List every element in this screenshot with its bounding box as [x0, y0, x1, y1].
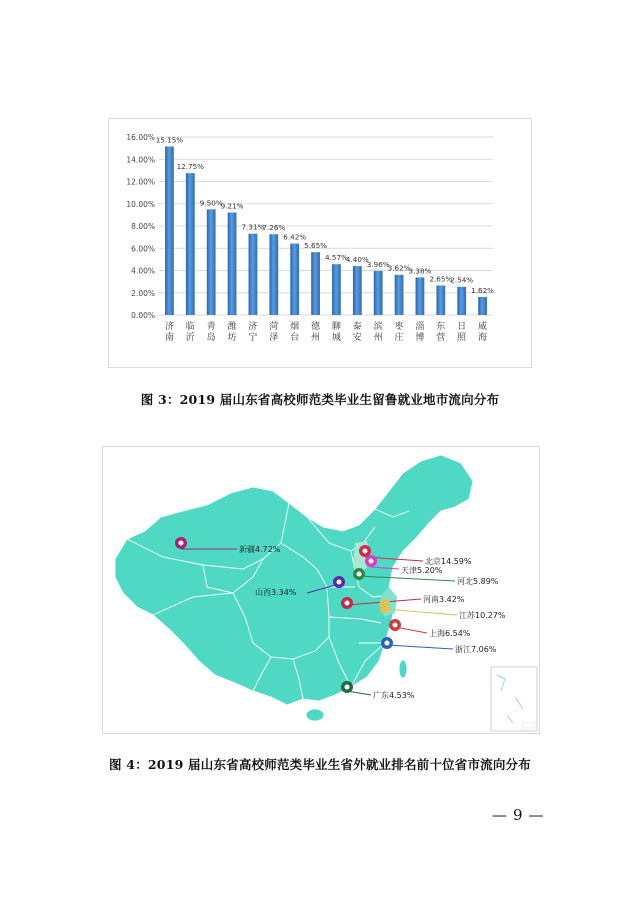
bar — [436, 286, 445, 315]
data-label: 7.31% — [241, 222, 265, 232]
china-map-figure-4 — [102, 446, 540, 734]
y-tick-label: 14.00% — [126, 155, 155, 165]
bar — [416, 277, 425, 315]
x-tick-label: 淄博 — [415, 322, 425, 343]
data-label: 6.42% — [283, 232, 307, 242]
china-landmass — [115, 455, 473, 705]
data-label: 9.50% — [199, 198, 223, 208]
bar — [374, 271, 383, 315]
marker-tianjin-icon — [365, 555, 377, 567]
marker-hebei-icon — [353, 568, 365, 580]
data-label: 3.62% — [387, 263, 411, 273]
x-tick-label: 青岛 — [206, 322, 216, 343]
y-tick-label: 10.00% — [126, 199, 155, 209]
marker-xinjiang-icon — [175, 537, 187, 549]
marker-jiangsu-icon — [380, 599, 390, 613]
marker-shanghai-icon — [389, 619, 401, 631]
marker-shanxi-icon — [333, 576, 345, 588]
page-dash-left: — — [492, 806, 507, 824]
bar — [290, 244, 299, 315]
label-tianjin: 天津5.20% — [401, 566, 443, 575]
bar-chart-figure-3 — [108, 118, 532, 368]
bar — [457, 287, 466, 315]
bar-chart — [109, 119, 533, 369]
y-tick-label: 4.00% — [131, 266, 155, 276]
page-dash-right: — — [528, 806, 544, 824]
data-label: 2.65% — [429, 274, 453, 284]
x-tick-label: 临沂 — [185, 322, 195, 343]
label-guangdong: 广东4.53% — [373, 691, 415, 700]
x-tick-label: 济宁 — [248, 322, 258, 343]
x-tick-label: 聊城 — [331, 322, 341, 343]
bar — [395, 275, 404, 315]
figure-4-caption: 图 4：2019 届山东省高校师范类毕业生省外就业排名前十位省市流向分布 — [109, 757, 531, 772]
data-label: 15.15% — [155, 135, 184, 145]
hainan-island — [306, 709, 324, 721]
x-tick-label: 东营 — [436, 322, 446, 343]
x-tick-label: 菏泽 — [269, 322, 279, 343]
figure-3-caption: 图 3：2019 届山东省高校师范类毕业生留鲁就业地市流向分布 — [140, 392, 500, 407]
label-henan: 河南3.42% — [423, 595, 465, 604]
page-number — [486, 806, 550, 824]
y-tick-label: 0.00% — [131, 311, 155, 320]
label-zhejiang: 浙江7.06% — [455, 645, 497, 654]
bar — [269, 234, 278, 315]
bar — [353, 266, 362, 315]
data-label: 4.40% — [345, 255, 369, 265]
marker-guangdong-icon — [341, 681, 353, 693]
marker-beijing-icon — [359, 545, 371, 557]
page-number-value: 9 — [513, 806, 523, 824]
bar — [186, 173, 195, 315]
data-label: 3.38% — [408, 266, 432, 276]
data-label: 1.62% — [471, 285, 494, 295]
x-tick-label: 威海 — [478, 322, 488, 343]
x-tick-label: 枣庄 — [394, 322, 404, 343]
bar — [249, 234, 258, 315]
y-tick-label: 6.00% — [131, 244, 155, 254]
bar — [207, 209, 216, 315]
x-tick-label: 济南 — [164, 322, 174, 343]
data-label: 9.21% — [220, 201, 244, 211]
y-tick-label: 2.00% — [131, 288, 155, 298]
x-tick-label: 日照 — [457, 322, 467, 343]
x-tick-label: 烟台 — [290, 322, 300, 343]
label-xinjiang: 新疆4.72% — [239, 545, 281, 554]
china-map — [103, 447, 540, 734]
label-beijing: 北京14.59% — [425, 557, 472, 566]
label-hebei: 河北5.89% — [457, 577, 499, 586]
x-tick-label: 泰安 — [352, 322, 362, 343]
data-label: 5.65% — [304, 241, 327, 251]
data-label: 12.75% — [176, 162, 205, 172]
bar — [165, 146, 174, 315]
y-tick-label: 8.00% — [131, 222, 155, 231]
south-china-sea-inset — [491, 667, 537, 731]
y-tick-label: 16.00% — [126, 133, 155, 142]
y-tick-label: 12.00% — [126, 177, 155, 187]
label-jiangsu: 江苏10.27% — [459, 611, 506, 620]
x-tick-label: 滨州 — [373, 322, 383, 343]
x-tick-label: 潍坊 — [227, 322, 237, 343]
marker-henan-icon — [341, 597, 353, 609]
bar — [228, 213, 237, 315]
taiwan-island — [399, 660, 407, 678]
bar — [332, 264, 341, 315]
x-tick-label: 德州 — [311, 322, 321, 343]
data-label: 3.96% — [366, 259, 390, 269]
data-label: 4.57% — [325, 253, 348, 263]
marker-zhejiang-icon — [381, 637, 393, 649]
data-label: 7.26% — [262, 223, 286, 233]
bar — [311, 252, 320, 315]
bar — [478, 297, 487, 315]
label-shanxi: 山西3.34% — [255, 588, 297, 597]
label-shanghai: 上海6.54% — [429, 629, 471, 638]
data-label: 2.54% — [450, 275, 474, 285]
